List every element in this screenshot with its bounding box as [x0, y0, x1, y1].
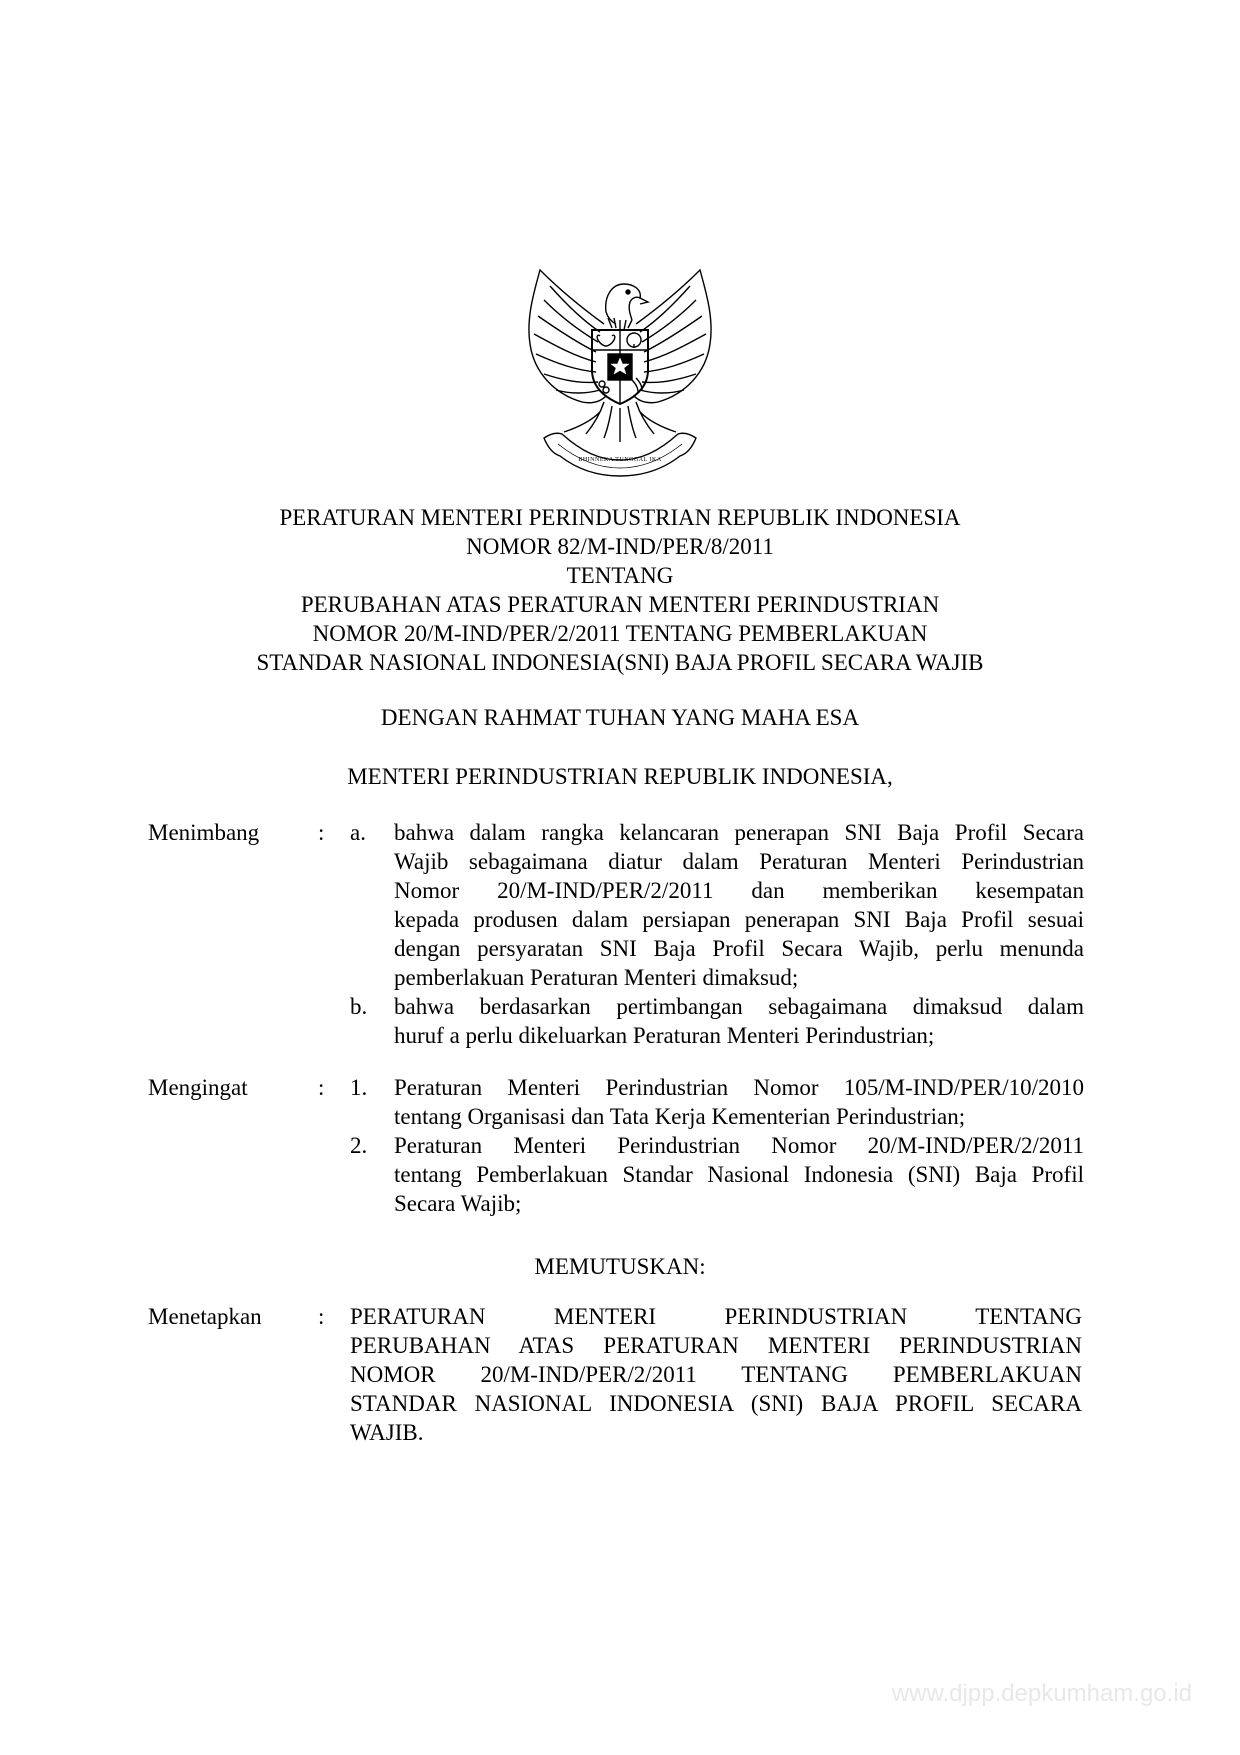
section-label: Menetapkan [148, 1304, 262, 1329]
invocation-heading: DENGAN RAHMAT TUHAN YANG MAHA ESA [380, 705, 860, 730]
title-line: NOMOR 20/M-IND/PER/2/2011 TENTANG PEMBERLAKUAN [312, 621, 928, 646]
item-text: bahwa berdasarkan pertimbangan sebagaimana dimaksud dalam huruf a perlu dikeluarkan Peraturan Menteri Perindustrian; [394, 994, 1084, 1048]
title-line: PERATURAN MENTERI PERINDUSTRIAN REPUBLIK INDONESIA [279, 505, 961, 530]
emblem-motto: BHINNEKA TUNGGAL IKA [578, 457, 662, 463]
title-line: STANDAR NASIONAL INDONESIA(SNI) BAJA PROFIL SECARA WAJIB [256, 650, 984, 675]
memutuskan-heading: MEMUTUSKAN: [534, 1254, 706, 1279]
section-colon: : [318, 1075, 325, 1100]
item-marker: 1. [350, 1075, 368, 1100]
item-marker: b. [350, 994, 368, 1019]
item-marker: 2. [350, 1133, 368, 1158]
item-marker: a. [350, 820, 366, 845]
title-line: NOMOR 82/M-IND/PER/8/2011 [466, 534, 774, 559]
minister-heading: MENTERI PERINDUSTRIAN REPUBLIK INDONESIA, [347, 764, 893, 789]
section-colon: : [318, 820, 325, 845]
watermark-url: www.djpp.depkumham.go.id [891, 1680, 1192, 1707]
section-label: Menimbang [148, 820, 260, 845]
item-text: Peraturan Menteri Perindustrian Nomor 105/M-IND/PER/10/2010 tentang Organisasi dan Tata Kerja Kementerian Perindustrian; [394, 1075, 1084, 1129]
item-text: Peraturan Menteri Perindustrian Nomor 20/M-IND/PER/2/2011 tentang Pemberlakuan Standar Nasional Indonesia (SNI) Baja Profil Secara Wajib; [394, 1133, 1084, 1216]
regulation-title [150, 503, 1090, 677]
title-line: PERUBAHAN ATAS PERATURAN MENTERI PERINDUSTRIAN [300, 592, 940, 617]
menetapkan-text: PERATURAN MENTERI PERINDUSTRIAN TENTANG PERUBAHAN ATAS PERATURAN MENTERI PERINDUSTRIAN NOMOR 20/M-IND/PER/2/2011 TENTANG PEMBERLAKUAN STANDAR NASIONAL INDONESIA (SNI) BAJA PROFIL SECARA WAJIB. [350, 1304, 1082, 1445]
section-colon: : [318, 1304, 325, 1329]
section-label: Mengingat [148, 1075, 248, 1100]
garuda-pancasila-emblem [520, 262, 720, 482]
title-line: TENTANG [566, 563, 674, 588]
item-text: bahwa dalam rangka kelancaran penerapan SNI Baja Profil Secara Wajib sebagaimana diatur dalam Peraturan Menteri Perindustrian Nomor 20/M-IND/PER/2/2011 dan memberikan kesempatan kepada produsen dalam persiapan penerapan SNI Baja Profil sesuai dengan persyaratan SNI Baja Profil Secara Wajib, perlu menunda pemberlakuan Peraturan Menteri dimaksud; [394, 820, 1084, 990]
